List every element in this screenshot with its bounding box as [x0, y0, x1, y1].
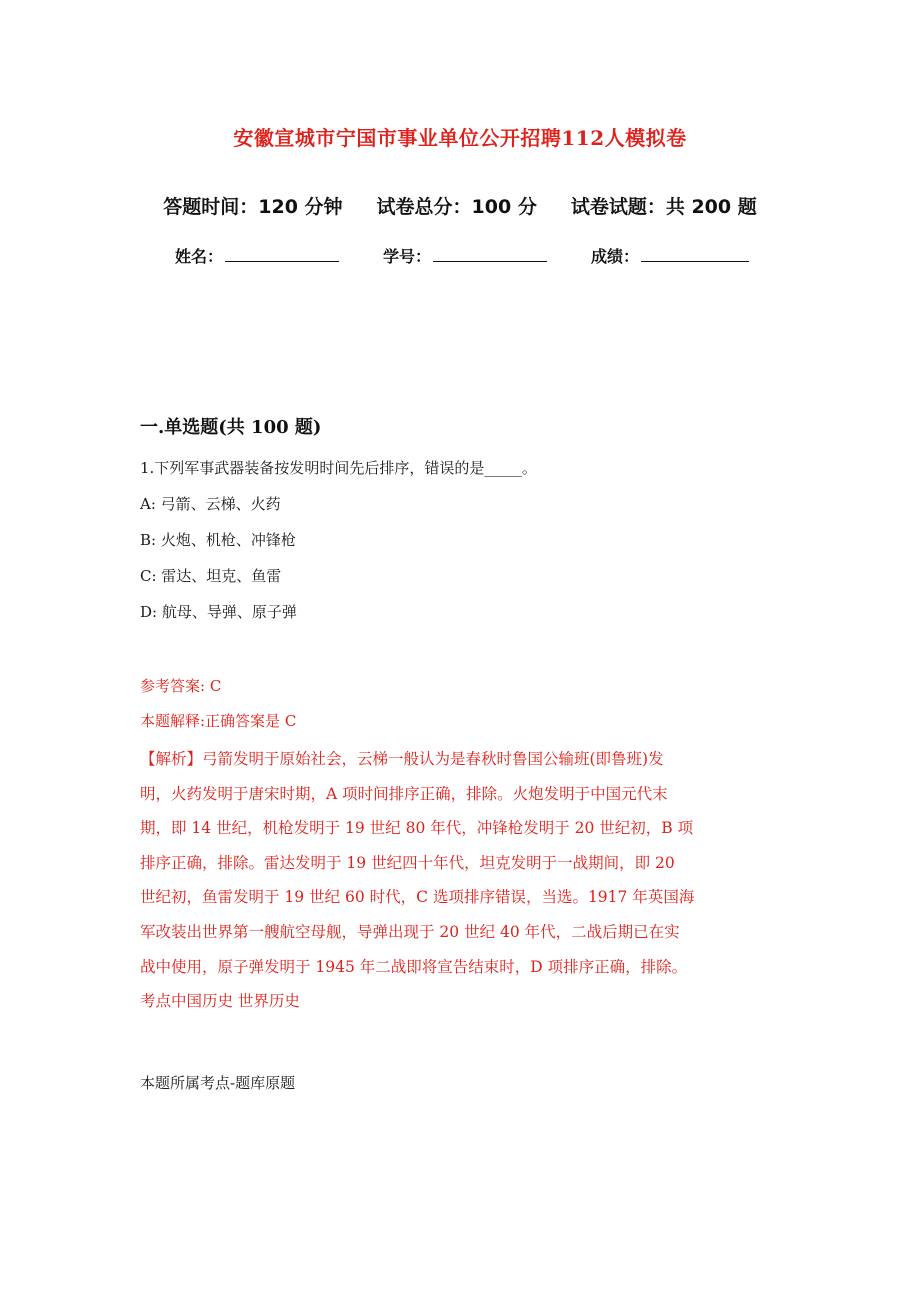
analysis-line: 期，即 14 世纪，机枪发明于 19 世纪 80 年代，冲锋枪发明于 20 世纪初，B 项 — [140, 819, 694, 838]
analysis-line: 排序正确，排除。雷达发明于 19 世纪四十年代，坦克发明于一战期间，即 20 — [140, 853, 675, 872]
explanation-label: 本题解释:正确答案是 C — [140, 712, 297, 730]
analysis-text — [140, 742, 782, 1019]
question-category: 本题所属考点-题库原题 — [140, 1074, 296, 1092]
grade-label: 成绩： — [591, 247, 640, 266]
exam-meta — [0, 192, 920, 219]
name-field — [175, 244, 339, 267]
answer-text: 参考答案: C — [140, 677, 222, 695]
option-a: A: 弓箭、云梯、火药 — [140, 495, 281, 513]
analysis-line: 军改装出世界第一艘航空母舰，导弹出现于 20 世纪 40 年代，二战后期已在实 — [140, 922, 680, 941]
id-field — [383, 244, 547, 267]
name-blank[interactable] — [225, 247, 339, 262]
exam-title: 安徽宣城市宁国市事业单位公开招聘112人模拟卷 — [233, 126, 687, 150]
section-title: 一.单选题(共 100 题) — [140, 417, 322, 438]
id-label: 学号： — [383, 247, 432, 266]
id-blank[interactable] — [433, 247, 547, 262]
grade-blank[interactable] — [641, 247, 749, 262]
analysis-line: 明，火药发明于唐宋时期，A 项时间排序正确，排除。火炮发明于中国元代末 — [140, 784, 668, 803]
score-label: 试卷总分：100 分 — [376, 196, 537, 218]
analysis-line: 世纪初，鱼雷发明于 19 世纪 60 时代，C 选项排序错误，当选。1917 年英国海 — [140, 888, 695, 907]
analysis-line: 【解析】弓箭发明于原始社会，云梯一般认为是春秋时鲁国公输班(即鲁班)发 — [140, 750, 664, 768]
analysis-line: 战中使用，原子弹发明于 1945 年二战即将宣告结束时，D 项排序正确，排除。 — [140, 957, 688, 976]
option-d: D: 航母、导弹、原子弹 — [140, 603, 297, 621]
analysis-line: 考点中国历史 世界历史 — [140, 992, 300, 1011]
time-label: 答题时间：120 分钟 — [163, 196, 343, 218]
grade-field — [591, 244, 749, 267]
question-stem: 1.下列军事武器装备按发明时间先后排序，错误的是_____。 — [140, 459, 537, 477]
student-fields — [175, 244, 775, 267]
name-label: 姓名： — [175, 247, 224, 266]
count-label: 试卷试题：共 200 题 — [570, 196, 757, 218]
option-c: C: 雷达、坦克、鱼雷 — [140, 567, 282, 585]
option-b: B: 火炮、机枪、冲锋枪 — [140, 531, 296, 549]
